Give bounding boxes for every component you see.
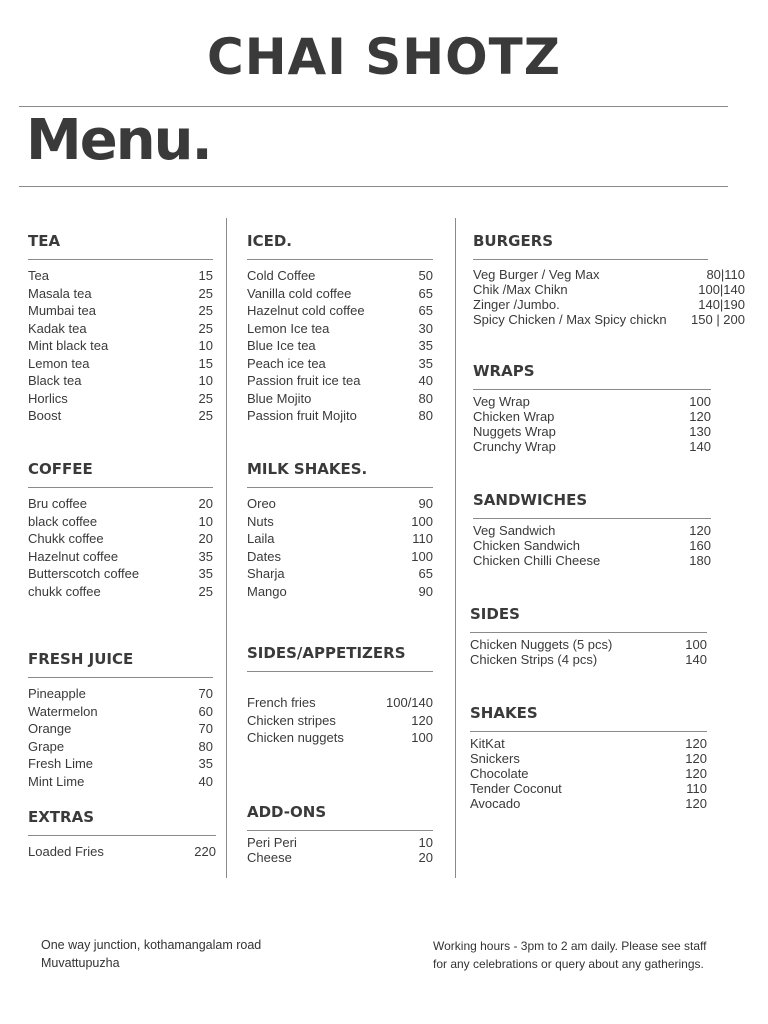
item-price: 10: [198, 373, 213, 388]
item-price: 35: [198, 548, 213, 564]
item-price: 25: [198, 303, 213, 318]
item-price: 120: [689, 523, 711, 538]
item-list: [473, 523, 711, 568]
menu-item: [473, 312, 745, 327]
item-name: Peach ice tea: [247, 355, 326, 371]
item-name: Nuggets Wrap: [473, 424, 556, 439]
section-sides: [470, 605, 707, 667]
menu-item: [28, 302, 213, 320]
item-name: Horlics: [28, 390, 68, 406]
item-price: 20: [198, 496, 213, 511]
item-name: Vanilla cold coffee: [247, 285, 352, 301]
item-name: Tender Coconut: [470, 781, 562, 796]
item-name: Chocolate: [470, 766, 529, 781]
item-price: 120: [685, 736, 707, 751]
item-price: 120: [685, 766, 707, 781]
item-price: 220: [194, 844, 216, 859]
item-price: 35: [418, 338, 433, 353]
item-name: Chicken nuggets: [247, 730, 344, 745]
item-name: Laila: [247, 531, 275, 546]
item-price: 25: [198, 320, 213, 336]
item-name: Mint Lime: [28, 773, 85, 789]
menu-item: [470, 652, 707, 667]
menu-item: [470, 736, 707, 751]
item-name: Boost: [28, 408, 62, 423]
hours-line: for any celebrations or query about any gatherings.: [433, 957, 704, 971]
menu-item: [28, 372, 213, 390]
brand-title: CHAI SHOTZ: [207, 28, 561, 86]
item-price: 40: [198, 773, 213, 789]
item-price: 120: [411, 712, 433, 728]
item-name: Snickers: [470, 751, 520, 766]
item-price: 150 | 200: [691, 312, 745, 327]
section-milk-shakes: [247, 460, 433, 600]
menu-heading: Menu.: [26, 108, 211, 173]
menu-item: [247, 850, 433, 865]
item-name: Cheese: [247, 850, 292, 865]
item-price: 25: [198, 285, 213, 301]
menu-item: [470, 751, 707, 766]
item-list: [28, 267, 213, 425]
menu-item: [247, 835, 433, 850]
item-price: 35: [198, 566, 213, 581]
item-name: Mint black tea: [28, 338, 109, 353]
section-title: COFFEE: [28, 460, 213, 488]
item-name: Passion fruit ice tea: [247, 373, 361, 388]
item-price: 10: [418, 835, 433, 850]
menu-item: [473, 282, 745, 297]
item-price: 25: [198, 390, 213, 406]
item-price: 20: [418, 850, 433, 865]
item-price: 120: [685, 796, 707, 811]
menu-item: [28, 755, 213, 773]
item-name: Kadak tea: [28, 320, 87, 336]
section-wraps: [473, 362, 711, 454]
menu-item: [470, 766, 707, 781]
item-price: 100: [411, 548, 433, 564]
item-name: Passion fruit Mojito: [247, 408, 357, 423]
item-name: French fries: [247, 695, 316, 710]
item-name: Chicken Strips (4 pcs): [470, 652, 598, 667]
heading-divider: [19, 186, 728, 187]
item-name: Tea: [28, 268, 49, 283]
section-sandwiches: [473, 491, 711, 568]
item-price: 70: [198, 721, 213, 736]
menu-item: [247, 372, 433, 390]
section-title: BURGERS: [473, 232, 708, 260]
item-price: 100: [411, 513, 433, 529]
menu-item: [247, 285, 433, 303]
item-price: 100: [689, 394, 711, 409]
section-fresh-juice: [28, 650, 213, 790]
item-list: [473, 394, 711, 454]
section-title: ICED.: [247, 232, 433, 260]
item-name: Cold Coffee: [247, 268, 316, 283]
menu-item: [473, 267, 745, 282]
item-list: [247, 495, 433, 600]
item-price: 50: [418, 268, 433, 283]
section-title: SHAKES: [470, 704, 707, 732]
item-price: 15: [198, 355, 213, 371]
item-price: 160: [689, 538, 711, 553]
item-list: [470, 637, 707, 667]
item-price: 130: [689, 424, 711, 439]
menu-item: [473, 538, 711, 553]
item-name: Orange: [28, 721, 72, 736]
menu-item: [28, 685, 213, 703]
item-price: 65: [418, 303, 433, 318]
item-price: 120: [689, 409, 711, 424]
item-price: 10: [198, 338, 213, 353]
section-title: SANDWICHES: [473, 491, 711, 519]
address-line: Muvattupuzha: [41, 956, 120, 970]
item-price: 80|110: [706, 267, 745, 282]
section-tea: [28, 232, 213, 425]
item-name: black coffee: [28, 513, 98, 529]
item-name: Bru coffee: [28, 496, 88, 511]
menu-item: [247, 267, 433, 285]
section-title: EXTRAS: [28, 808, 216, 836]
item-price: 100: [685, 637, 707, 652]
item-name: Hazelnut cold coffee: [247, 303, 365, 318]
footer-hours: [433, 937, 706, 973]
section-burgers: [473, 232, 745, 327]
section-title: WRAPS: [473, 362, 711, 390]
item-name: Masala tea: [28, 285, 92, 301]
item-name: Veg Burger / Veg Max: [473, 267, 600, 282]
menu-item: [28, 720, 213, 738]
section-title: TEA: [28, 232, 213, 260]
item-name: Grape: [28, 738, 65, 754]
menu-item: [247, 495, 433, 513]
item-name: Lemon Ice tea: [247, 320, 330, 336]
item-price: 60: [198, 703, 213, 719]
menu-item: [470, 781, 707, 796]
item-price: 140: [689, 439, 711, 454]
menu-item: [28, 355, 213, 373]
menu-item: [28, 703, 213, 721]
menu-item: [247, 302, 433, 320]
item-price: 140|190: [698, 297, 745, 312]
item-price: 10: [198, 513, 213, 529]
menu-item: [247, 548, 433, 566]
menu-item: [247, 565, 433, 583]
item-name: Watermelon: [28, 703, 98, 719]
item-price: 120: [685, 751, 707, 766]
menu-item: [28, 583, 213, 601]
menu-item: [247, 583, 433, 601]
item-price: 90: [418, 496, 433, 511]
menu-item: [28, 267, 213, 285]
item-price: 20: [198, 531, 213, 546]
menu-item: [247, 320, 433, 338]
section-title: MILK SHAKES.: [247, 460, 433, 488]
section-iced: [247, 232, 433, 425]
section-title: FRESH JUICE: [28, 650, 213, 678]
item-price: 180: [689, 553, 711, 568]
item-price: 100: [411, 730, 433, 745]
item-name: Dates: [247, 548, 281, 564]
item-name: Chicken stripes: [247, 712, 336, 728]
item-price: 65: [418, 566, 433, 581]
item-name: Mango: [247, 583, 287, 599]
item-price: 65: [418, 285, 433, 301]
item-name: Chicken Wrap: [473, 409, 555, 424]
item-list: [28, 495, 213, 600]
menu-item: [470, 637, 707, 652]
item-name: Crunchy Wrap: [473, 439, 556, 454]
item-price: 35: [418, 355, 433, 371]
item-name: Blue Mojito: [247, 390, 312, 406]
item-price: 90: [418, 583, 433, 599]
top-divider: [19, 106, 728, 107]
item-name: Oreo: [247, 496, 276, 511]
item-price: 110: [686, 781, 707, 796]
menu-item: [247, 407, 433, 425]
column-divider-1: [226, 218, 227, 878]
menu-item: [247, 513, 433, 531]
menu-item: [28, 390, 213, 408]
item-name: KitKat: [470, 736, 505, 751]
menu-item: [473, 394, 711, 409]
section-extras: [28, 808, 216, 861]
footer-address: [41, 936, 261, 972]
item-list: [247, 694, 433, 747]
item-price: 110: [412, 531, 433, 546]
item-name: Fresh Lime: [28, 756, 94, 771]
item-price: 80: [418, 390, 433, 406]
menu-item: [473, 424, 711, 439]
section-title: SIDES: [470, 605, 707, 633]
menu-item: [28, 337, 213, 355]
item-name: Chicken Sandwich: [473, 538, 580, 553]
menu-item: [473, 523, 711, 538]
item-list: [28, 685, 213, 790]
item-price: 35: [198, 756, 213, 771]
menu-item: [28, 285, 213, 303]
item-name: Hazelnut coffee: [28, 548, 119, 564]
address-line: One way junction, kothamangalam road: [41, 938, 262, 952]
item-price: 140: [685, 652, 707, 667]
menu-item: [247, 729, 433, 747]
item-price: 100|140: [698, 282, 745, 297]
item-price: 15: [198, 268, 213, 283]
menu-item: [473, 409, 711, 424]
item-price: 100/140: [386, 695, 433, 710]
menu-item: [473, 553, 711, 568]
item-price: 25: [198, 583, 213, 599]
menu-item: [28, 407, 213, 425]
menu-item: [28, 548, 213, 566]
item-price: 25: [198, 408, 213, 423]
menu-item: [247, 390, 433, 408]
item-name: Black tea: [28, 373, 82, 388]
item-name: Sharja: [247, 566, 285, 581]
hours-line: Working hours - 3pm to 2 am daily. Please see staff: [433, 939, 707, 953]
item-name: chukk coffee: [28, 583, 101, 599]
item-name: Chicken Chilli Cheese: [473, 553, 601, 568]
item-name: Nuts: [247, 513, 274, 529]
item-list: [28, 843, 216, 861]
menu-item: [28, 513, 213, 531]
item-price: 30: [418, 320, 433, 336]
menu-item: [247, 694, 433, 712]
menu-item: [28, 843, 216, 861]
item-list: [247, 267, 433, 425]
section-title: ADD-ONS: [247, 803, 433, 831]
item-name: Zinger /Jumbo.: [473, 297, 560, 312]
menu-item: [28, 738, 213, 756]
item-price: 70: [198, 686, 213, 701]
menu-item: [28, 495, 213, 513]
section-add-ons: [247, 803, 433, 865]
item-name: Veg Sandwich: [473, 523, 556, 538]
section-coffee: [28, 460, 213, 600]
menu-item: [473, 439, 711, 454]
item-name: Pineapple: [28, 686, 86, 701]
menu-item: [473, 297, 745, 312]
item-name: Blue Ice tea: [247, 338, 316, 353]
section-shakes: [470, 704, 707, 811]
item-name: Veg Wrap: [473, 394, 530, 409]
item-list: [247, 835, 433, 865]
item-name: Peri Peri: [247, 835, 297, 850]
column-divider-2: [455, 218, 456, 878]
item-name: Chik /Max Chikn: [473, 282, 568, 297]
menu-item: [247, 712, 433, 730]
menu-item: [28, 320, 213, 338]
menu-item: [470, 796, 707, 811]
item-name: Loaded Fries: [28, 844, 104, 859]
item-price: 40: [418, 373, 433, 388]
item-list: [470, 736, 707, 811]
item-list: [473, 267, 745, 327]
item-name: Spicy Chicken / Max Spicy chickn: [473, 312, 667, 327]
menu-item: [247, 337, 433, 355]
item-name: Avocado: [470, 796, 521, 811]
item-price: 80: [198, 738, 213, 754]
item-name: Lemon tea: [28, 355, 90, 371]
item-name: Chicken Nuggets (5 pcs): [470, 637, 613, 652]
menu-item: [247, 355, 433, 373]
section-sides-appetizers: [247, 644, 433, 747]
item-name: Mumbai tea: [28, 303, 96, 318]
section-title: SIDES/APPETIZERS: [247, 644, 433, 672]
menu-item: [28, 530, 213, 548]
item-name: Butterscotch coffee: [28, 566, 140, 581]
menu-item: [28, 565, 213, 583]
menu-item: [28, 773, 213, 791]
item-price: 80: [418, 408, 433, 423]
item-name: Chukk coffee: [28, 531, 104, 546]
menu-item: [247, 530, 433, 548]
